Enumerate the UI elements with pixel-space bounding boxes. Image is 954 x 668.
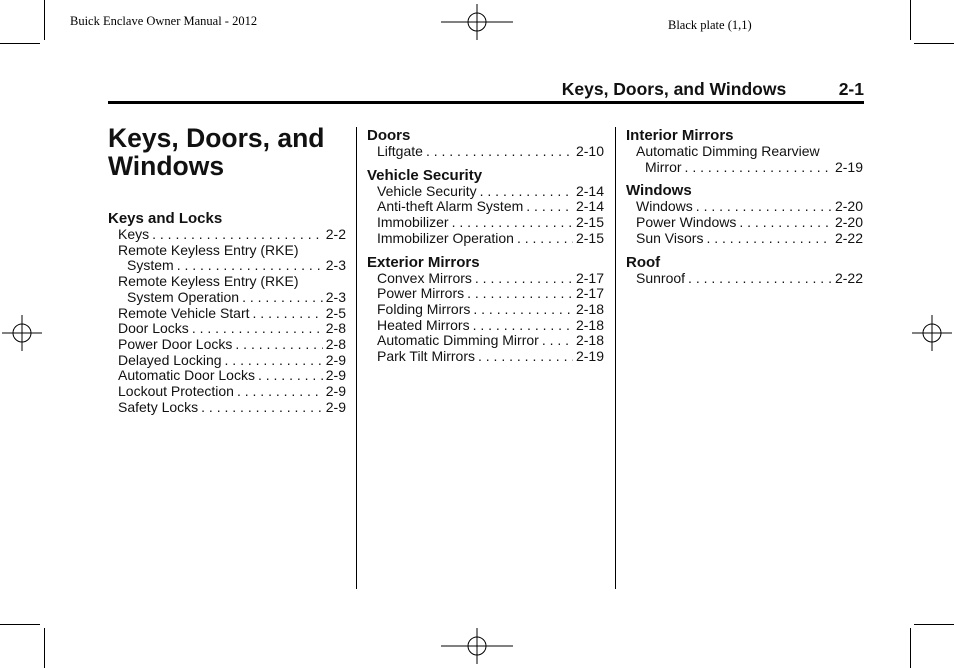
toc-section (367, 167, 604, 247)
entry-line (377, 271, 604, 287)
entry-line (377, 318, 604, 334)
dot-leader (526, 199, 573, 215)
crop-mark (914, 624, 954, 625)
page-number: 2-15 (575, 214, 604, 231)
page-number: 2-5 (325, 304, 346, 321)
page-number: 2-19 (834, 158, 863, 175)
entry-line (377, 144, 604, 160)
dot-leader (688, 271, 832, 287)
page-number: 2-17 (575, 285, 604, 302)
entry-line (118, 353, 346, 369)
page-number: 2-9 (325, 398, 346, 415)
toc-entry[interactable] (367, 318, 604, 334)
section-title: Keys and Locks (108, 210, 223, 227)
toc-entry[interactable] (626, 144, 863, 175)
entry-text: Immobilizer (377, 214, 449, 231)
page-number: 2-20 (834, 214, 863, 231)
header-rule (108, 101, 864, 104)
slug-manual-title: Buick Enclave Owner Manual - 2012 (70, 14, 258, 28)
toc-entry[interactable] (367, 215, 604, 231)
entry-text: Lockout Protection (118, 383, 234, 400)
toc-entry[interactable] (367, 286, 604, 302)
dot-leader (473, 318, 573, 334)
registration-mark-icon (441, 4, 513, 40)
dot-leader (739, 215, 832, 231)
dot-leader (225, 353, 323, 369)
dot-leader (467, 286, 573, 302)
dot-leader (235, 337, 322, 353)
entry-text: Liftgate (377, 143, 423, 159)
entry-text: Windows (636, 198, 693, 215)
chapter-title (108, 124, 348, 180)
dot-leader (258, 368, 323, 384)
page-number: 2-18 (575, 300, 604, 317)
entry-text: Anti-theft Alarm System (377, 198, 524, 215)
toc-section (108, 210, 346, 415)
entry-line (377, 286, 604, 302)
crop-mark (910, 628, 911, 668)
toc-entry[interactable] (367, 231, 604, 247)
dot-leader (201, 400, 323, 416)
entry-line (377, 215, 604, 231)
entry-line (377, 302, 604, 318)
dot-leader (706, 231, 832, 247)
page-number: 2-9 (325, 367, 346, 384)
crop-mark (0, 624, 40, 625)
toc-entry[interactable] (108, 400, 346, 416)
dot-leader (426, 144, 573, 160)
toc-column-2 (367, 127, 604, 372)
toc-entry[interactable] (367, 349, 604, 365)
page-number: 2-14 (575, 182, 604, 199)
entry-text: Heated Mirrors (377, 316, 470, 333)
entry-text: Immobilizer Operation (377, 229, 514, 246)
entry-line (636, 199, 863, 215)
entry-line (118, 321, 346, 337)
dot-leader (237, 384, 323, 400)
entry-text: Folding Mirrors (377, 300, 471, 317)
section-title: Interior Mirrors (626, 127, 734, 144)
header-title: Keys, Doors, and Windows 2-1 (561, 79, 864, 99)
toc-section (626, 127, 863, 175)
page-number: 2-8 (325, 335, 346, 352)
running-header (108, 79, 864, 101)
entry-text: Automatic Dimming Mirror (377, 332, 539, 349)
page-number: 2-19 (575, 348, 604, 365)
page-number: 2-9 (325, 383, 346, 400)
dot-leader (696, 199, 832, 215)
column-divider (615, 127, 616, 589)
dot-leader (253, 306, 323, 322)
toc-section (367, 254, 604, 365)
slug-plate-info: Black plate (1,1) (668, 18, 752, 32)
toc-entry[interactable] (108, 384, 346, 400)
toc-entry[interactable] (108, 321, 346, 337)
toc-entry[interactable] (626, 231, 863, 247)
entry-text: System Operation (127, 288, 240, 305)
column-divider (356, 127, 357, 589)
page-number: 2-2 (325, 226, 346, 242)
entry-line (118, 337, 346, 353)
entry-text: Remote Vehicle Start (118, 304, 250, 321)
dot-leader (152, 227, 323, 243)
page-number: 2-20 (834, 198, 863, 215)
entry-text: Door Locks (118, 320, 189, 337)
toc-entry[interactable] (108, 368, 346, 384)
entry-text: Automatic Dimming Rearview (636, 143, 820, 159)
entry-line (118, 384, 346, 400)
entry-line (118, 306, 346, 322)
toc-section (626, 254, 863, 287)
page-number: 2-9 (325, 351, 346, 368)
crop-mark (44, 0, 45, 40)
page-number: 2-3 (325, 257, 346, 274)
entry-line (636, 271, 863, 287)
section-title: Windows (626, 182, 692, 200)
registration-mark-icon (2, 315, 42, 351)
page-number: 2-22 (834, 269, 863, 286)
section-title: Vehicle Security (367, 166, 483, 184)
entry-line (377, 333, 604, 349)
toc-entry[interactable] (367, 144, 604, 160)
entry-text: Sun Visors (636, 229, 704, 246)
dot-leader (473, 302, 573, 318)
toc-entry[interactable] (367, 199, 604, 215)
dot-leader (242, 290, 323, 306)
dot-leader (177, 258, 323, 274)
dot-leader (452, 215, 573, 231)
page-number: 2-8 (325, 320, 346, 337)
toc-column-1 (108, 210, 346, 422)
dot-leader (192, 321, 323, 337)
toc-entry[interactable] (108, 353, 346, 369)
entry-line (377, 199, 604, 215)
entry-text: Remote Keyless Entry (RKE) (118, 241, 299, 258)
toc-section (626, 182, 863, 246)
section-title: Roof (626, 253, 661, 271)
entry-line (377, 184, 604, 200)
toc-entry[interactable] (108, 274, 346, 305)
dot-leader (480, 184, 573, 200)
page-number: 2-17 (575, 269, 604, 286)
page-number: 2-14 (575, 198, 604, 215)
entry-text: Power Door Locks (118, 335, 233, 352)
entry-line (118, 227, 346, 243)
crop-mark (910, 0, 911, 40)
page-number: 2-3 (325, 288, 346, 305)
entry-continuation (118, 290, 346, 306)
toc-entry[interactable] (108, 337, 346, 353)
entry-text: Automatic Door Locks (118, 367, 255, 384)
toc-entry[interactable] (367, 333, 604, 349)
entry-text: Convex Mirrors (377, 269, 472, 286)
toc-entry[interactable] (108, 227, 346, 243)
entry-text: System (127, 257, 174, 274)
crop-mark (914, 43, 954, 44)
crop-mark (44, 628, 45, 668)
toc-entry[interactable] (626, 215, 863, 231)
entry-text: Delayed Locking (118, 351, 222, 368)
dot-leader (478, 349, 573, 365)
page-number: 2-18 (575, 332, 604, 349)
toc-entry[interactable] (108, 306, 346, 322)
toc-entry[interactable] (367, 302, 604, 318)
page-number: 2-10 (575, 143, 604, 159)
dot-leader (517, 231, 573, 247)
entry-line (118, 368, 346, 384)
chapter-title-line-2: Windows (108, 151, 225, 181)
toc-entry[interactable] (367, 184, 604, 200)
toc-column-3 (626, 127, 863, 293)
entry-text: Power Mirrors (377, 285, 465, 302)
page-number: 2-22 (834, 229, 863, 246)
entry-line (377, 231, 604, 247)
registration-mark-icon (441, 628, 513, 664)
entry-text: Keys (118, 226, 150, 242)
entry-text: Park Tilt Mirrors (377, 348, 475, 365)
entry-text: Remote Keyless Entry (RKE) (118, 273, 299, 290)
entry-continuation (636, 160, 863, 176)
section-title: Exterior Mirrors (367, 253, 480, 271)
crop-mark (0, 43, 40, 44)
page-number: 2-15 (575, 229, 604, 246)
page-number: 2-18 (575, 316, 604, 333)
entry-line (118, 400, 346, 416)
dot-leader (542, 333, 573, 349)
toc-section (367, 127, 604, 160)
entry-line (636, 231, 863, 247)
toc-entry[interactable] (367, 271, 604, 287)
entry-line (636, 215, 863, 231)
entry-text: Mirror (645, 158, 682, 175)
toc-entry[interactable] (626, 199, 863, 215)
toc-entry[interactable] (108, 243, 346, 274)
entry-text: Power Windows (636, 214, 737, 231)
toc-entry[interactable] (626, 271, 863, 287)
entry-text: Safety Locks (118, 398, 199, 415)
section-title: Doors (367, 127, 411, 144)
entry-line (377, 349, 604, 365)
chapter-title-line-1: Keys, Doors, and (108, 123, 325, 153)
dot-leader (685, 160, 832, 176)
entry-continuation (118, 258, 346, 274)
entry-text: Sunroof (636, 269, 686, 286)
dot-leader (475, 271, 573, 287)
registration-mark-icon (912, 315, 952, 351)
entry-text: Vehicle Security (377, 182, 477, 199)
